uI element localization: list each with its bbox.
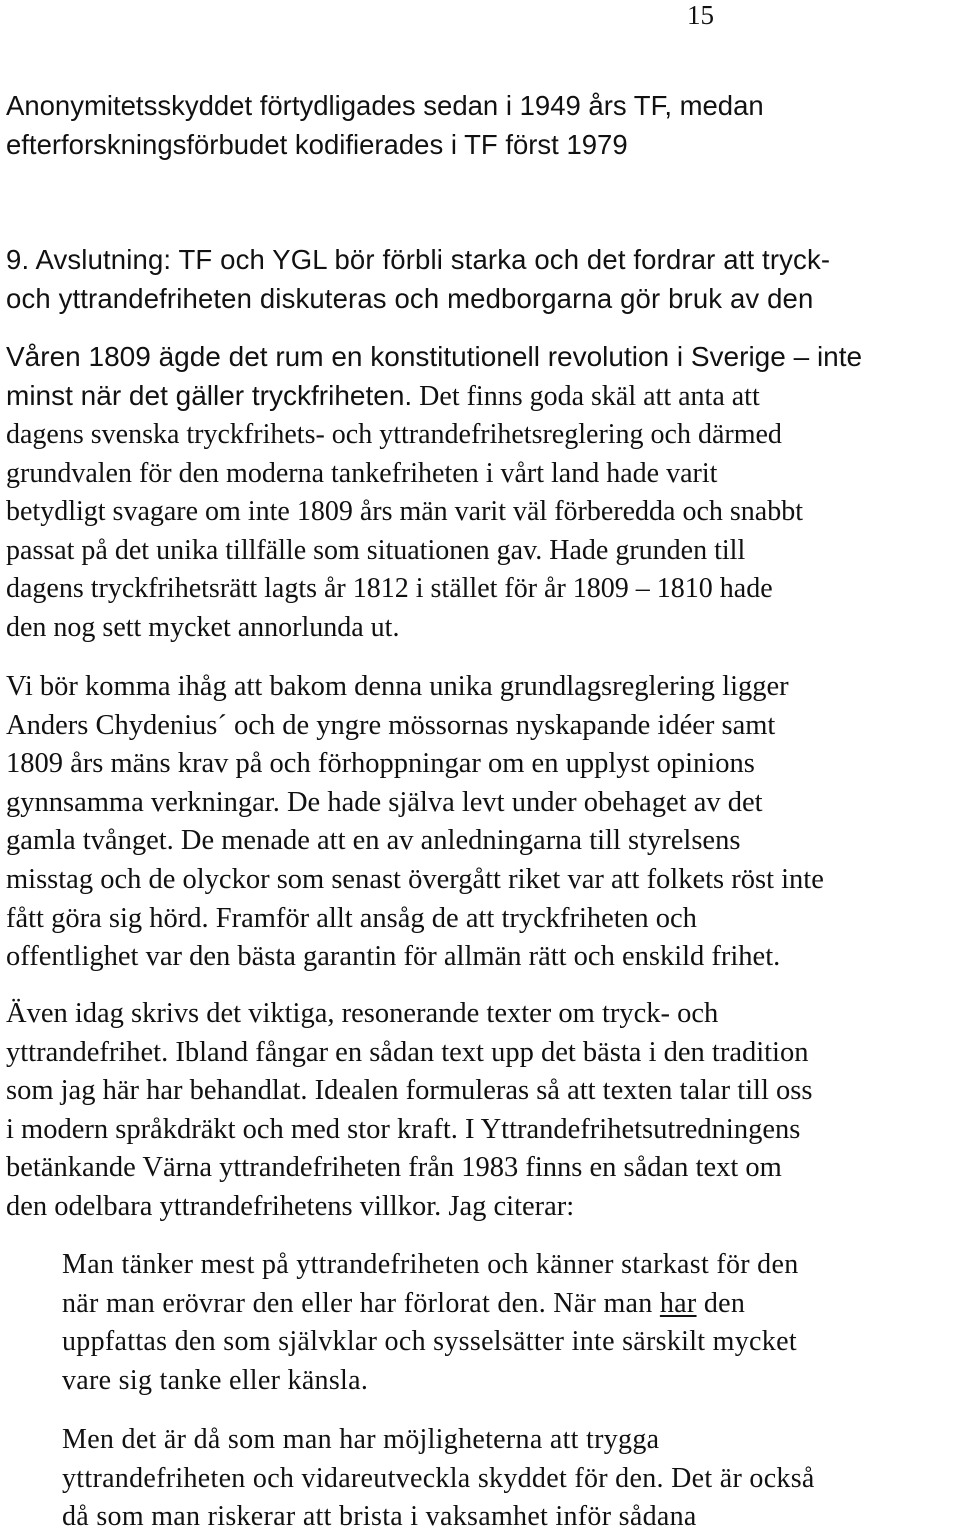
text-line: Man tänker mest på yttrandefriheten och känner starkast för den — [62, 1249, 799, 1280]
text-line: Vi bör komma ihåg att bakom denna unika grundlagsreglering ligger — [6, 671, 789, 702]
text-line: passat på det unika tillfälle som situationen gav. Hade grunden till — [6, 534, 746, 566]
text-line: dagens tryckfrihetsrätt lagts år 1812 i stället för år 1809 – 1810 hade — [6, 573, 773, 604]
text-line: den odelbara yttrandefrihetens villkor. Jag citerar: — [6, 1190, 575, 1222]
text-line: 1809 års mäns krav på och förhoppningar om en upplyst opinions — [6, 748, 755, 780]
text-line: offentlighet var den bästa garantin för allmän rätt och enskild frihet. — [6, 941, 781, 973]
text-line: betydligt svagare om inte 1809 års män varit väl förberedda och snabbt — [6, 496, 803, 527]
section-heading-conclusion — [6, 241, 960, 318]
text-line: gynnsamma verkningar. De hade själva levt under obehaget av det — [6, 786, 763, 818]
text-line: grundvalen för den moderna tankefriheten i vårt land hade varit — [6, 457, 718, 489]
text-line: Anonymitetsskyddet förtydligades sedan i 1949 års TF, medan — [6, 90, 764, 121]
text-line: dagens svenska tryckfrihets- och yttrandefrihetsreglering och därmed — [6, 419, 782, 450]
paragraph-today — [6, 995, 960, 1227]
text-line: fått göra sig hörd. Framför allt ansåg de att tryckfriheten och — [6, 902, 697, 934]
text-line: vare sig tanke eller känsla. — [62, 1364, 369, 1396]
paragraph-anonymity — [6, 87, 960, 164]
text-line: yttrandefrihet. Ibland fångar en sådan text upp det bästa i den tradition — [6, 1036, 809, 1068]
text-line: misstag och de olyckor som senast övergått riket var att folkets röst inte — [6, 863, 824, 895]
paragraph-varen-1809 — [6, 338, 960, 647]
paragraph-chydenius — [6, 668, 960, 977]
text-fragment: minst när det gäller tryckfriheten. — [6, 379, 413, 411]
text-line: och yttrandefriheten diskuteras och medborgarna gör bruk av den — [6, 282, 814, 314]
text-line: i modern språkdräkt och med stor kraft. I Yttrandefrihetsutredningens — [6, 1113, 801, 1145]
text-line: Men det är då som man har möjligheterna att trygga — [62, 1424, 660, 1455]
text-line: betänkande Värna yttrandefriheten från 1983 finns en sådan text om — [6, 1152, 782, 1184]
block-quote-first — [62, 1246, 952, 1400]
text-fragment: Det finns goda skäl att anta att — [412, 380, 760, 412]
text-line: 9. Avslutning: TF och YGL bör förbli starka och det fordrar att tryck- — [6, 244, 831, 275]
page-number: 15 — [687, 0, 714, 30]
text-line: Anders Chydenius´ och de yngre mössornas nyskapande idéer samt — [6, 709, 776, 741]
text-fragment: den — [696, 1287, 746, 1319]
text-line: då som man riskerar att brista i vaksamhet inför sådana — [62, 1501, 697, 1533]
text-line: Våren 1809 ägde det rum en konstitutionell revolution i Sverige – inte — [6, 341, 863, 372]
text-line: som jag här har behandlat. Idealen formuleras så att texten talar till oss — [6, 1075, 813, 1107]
text-line — [62, 1285, 952, 1324]
text-line — [6, 377, 960, 417]
text-line: den nog sett mycket annorlunda ut. — [6, 611, 400, 643]
text-line: uppfattas den som självklar och sysselsätter inte särskilt mycket — [62, 1326, 797, 1358]
block-quote-second — [62, 1421, 952, 1537]
text-line: Även idag skrivs det viktiga, resonerande texter om tryck- och — [6, 998, 719, 1029]
text-line: yttrandefriheten och vidareutveckla skyddet för den. Det är också — [62, 1462, 815, 1494]
underlined-word: har — [659, 1287, 697, 1319]
text-line: efterforskningsförbudet kodifierades i TF först 1979 — [6, 128, 628, 160]
text-line: gamla tvånget. De menade att en av anledningarna till styrelsens — [6, 825, 741, 857]
text-fragment: när man erövrar den eller har förlorat den. När man — [62, 1287, 660, 1319]
